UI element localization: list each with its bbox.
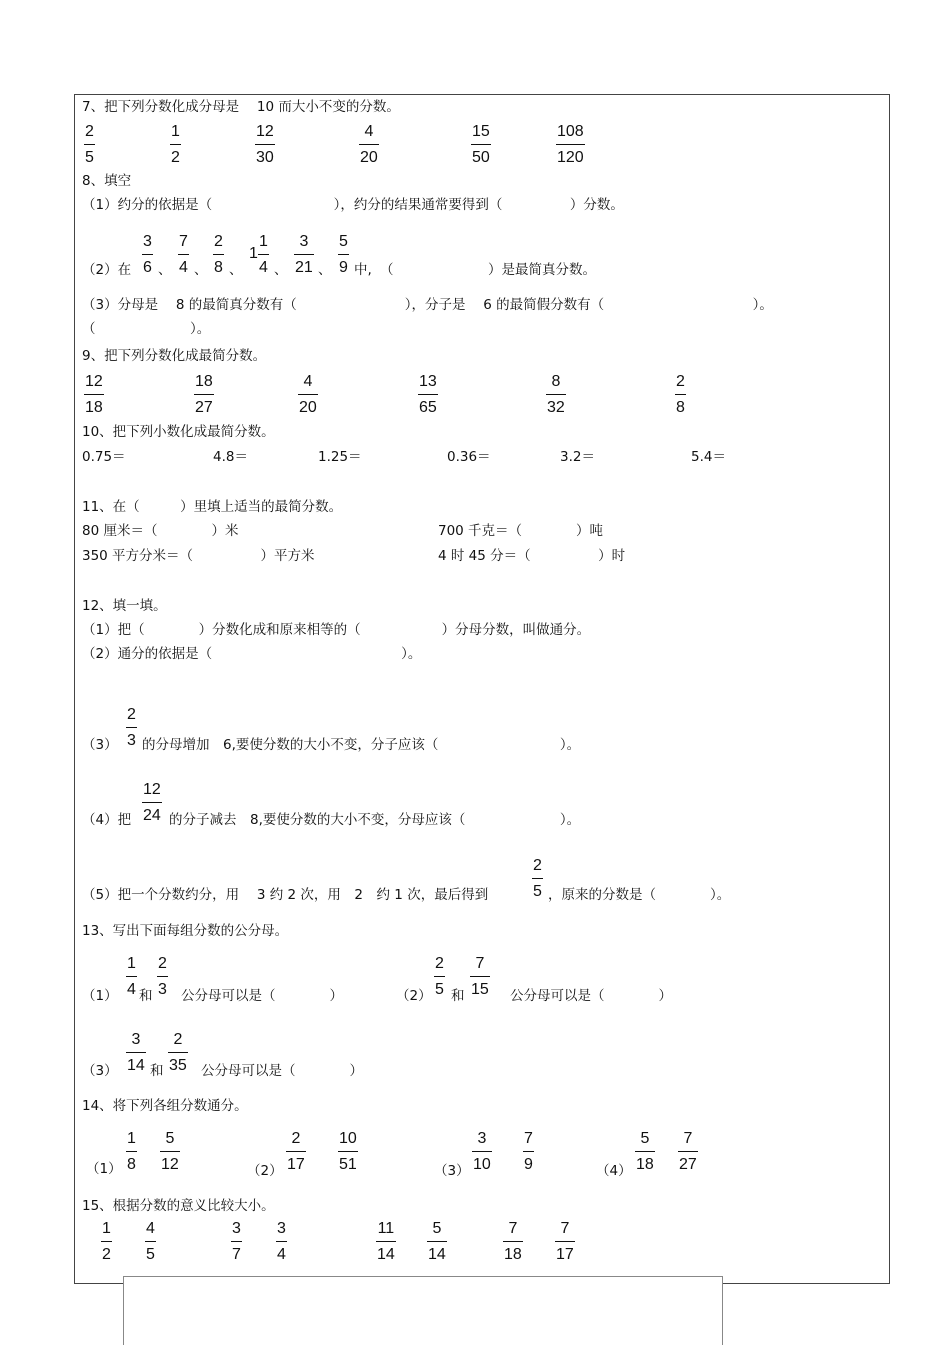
fraction-bar [170, 144, 181, 145]
q12-part4-prefix: （4）把 [82, 812, 132, 828]
denominator: 2 [171, 149, 180, 166]
q12-part3-fraction [126, 706, 137, 750]
q15-fraction [101, 1220, 112, 1264]
fraction-bar [556, 144, 585, 145]
numerator: 4 [303, 373, 313, 390]
denominator: 4 [277, 1246, 286, 1263]
q8-part3-continued: （ ）。 [82, 321, 211, 337]
fraction-bar [427, 1241, 447, 1242]
q8-title: 8、填空 [82, 173, 132, 189]
q8-part2-zhong: 中, [354, 262, 372, 278]
numerator: 3 [299, 233, 309, 250]
q13-fraction [126, 955, 137, 999]
q12-part5-suffix: ，原来的分数是（ ）。 [548, 887, 731, 903]
q14-title: 14、将下列各组分数通分。 [82, 1098, 248, 1114]
q15-fraction [555, 1220, 575, 1264]
denominator: 2 [102, 1246, 111, 1263]
q15-fraction [276, 1220, 287, 1264]
denominator: 14 [428, 1246, 446, 1263]
numerator: 2 [85, 123, 94, 140]
q12-part5-fraction [532, 857, 543, 901]
q10-item: 0.75＝ [82, 449, 126, 465]
fraction-bar [160, 1151, 180, 1152]
q15-fraction [231, 1220, 242, 1264]
numerator: 5 [432, 1220, 442, 1237]
q15-fraction [376, 1220, 396, 1264]
numerator: 1 [259, 233, 268, 250]
q9-fraction [675, 373, 686, 417]
q14-label: （2） [247, 1163, 283, 1179]
fraction-bar [157, 976, 168, 977]
q10-item: 3.2＝ [560, 449, 595, 465]
numerator: 12 [256, 123, 274, 140]
denominator: 4 [179, 259, 188, 276]
numerator: 3 [477, 1130, 487, 1147]
denominator: 20 [360, 149, 378, 166]
denominator: 4 [127, 981, 136, 998]
numerator: 2 [214, 233, 223, 250]
numerator: 1 [102, 1220, 111, 1237]
denominator: 18 [504, 1246, 522, 1263]
fraction-bar [126, 1052, 146, 1053]
q8-part2-suffix: （ ）是最简真分数。 [380, 262, 596, 278]
mixed-number-whole: 1 [249, 245, 258, 262]
fraction-bar [471, 144, 491, 145]
fraction-bar [145, 1241, 156, 1242]
q9-fraction [546, 373, 566, 417]
numerator: 8 [551, 373, 561, 390]
q10-item: 1.25＝ [318, 449, 362, 465]
q7-fraction [84, 123, 95, 167]
q13-group2-suffix: 公分母可以是（ ） [510, 988, 672, 1004]
q11-item-a: 80 厘米＝（ ）米 [82, 523, 239, 539]
numerator: 7 [508, 1220, 518, 1237]
fraction-bar [503, 1241, 523, 1242]
fraction-bar [84, 394, 104, 395]
denominator: 5 [435, 981, 444, 998]
q12-title: 12、填一填。 [82, 598, 167, 614]
denominator: 10 [473, 1156, 491, 1173]
q8-part1: （1）约分的依据是（ ），约分的结果通常要得到（ ）分数。 [82, 197, 624, 213]
denominator: 35 [169, 1057, 187, 1074]
denominator: 20 [299, 399, 317, 416]
denominator: 120 [557, 149, 584, 166]
fraction-bar [213, 254, 224, 255]
q10-item: 0.36＝ [447, 449, 491, 465]
separator: 、 [194, 262, 208, 278]
q12-part1: （1）把（ ）分数化成和原来相等的（ ）分母分数，叫做通分。 [82, 622, 591, 638]
numerator: 5 [165, 1130, 175, 1147]
denominator: 3 [158, 981, 167, 998]
q14-fraction [635, 1130, 655, 1174]
q13-fraction [168, 1031, 188, 1075]
q15-fraction [145, 1220, 156, 1264]
q8-part3: （3）分母是 8 的最简真分数有（ ），分子是 6 的最简假分数有（ ）。 [82, 297, 773, 313]
fraction-bar [472, 1151, 492, 1152]
denominator: 9 [524, 1156, 533, 1173]
fraction-bar [470, 976, 490, 977]
q13-group2-label: （2） [396, 988, 432, 1004]
q11-title: 11、在（ ）里填上适当的最简分数。 [82, 499, 343, 515]
q8-part2-prefix: （2）在 [82, 262, 132, 278]
denominator: 51 [339, 1156, 357, 1173]
fraction-bar [359, 144, 379, 145]
q13-group1-suffix: 公分母可以是（ ） [181, 988, 343, 1004]
denominator: 8 [676, 399, 685, 416]
denominator: 24 [143, 807, 161, 824]
separator: 、 [158, 262, 172, 278]
numerator: 2 [158, 955, 167, 972]
fraction-bar [142, 802, 162, 803]
and-word: 和 [150, 1063, 164, 1079]
q13-group3-label: （3） [82, 1063, 118, 1079]
q12-part3-suffix: 的分母增加 6,要使分数的大小不变，分子应该（ ）。 [142, 737, 581, 753]
denominator: 18 [636, 1156, 654, 1173]
q13-title: 13、写出下面每组分数的公分母。 [82, 923, 289, 939]
q7-fraction [471, 123, 491, 167]
fraction-bar [376, 1241, 396, 1242]
q15-title: 15、根据分数的意义比较大小。 [82, 1198, 275, 1214]
q12-part3-prefix: （3） [82, 737, 118, 753]
denominator: 5 [146, 1246, 155, 1263]
numerator: 10 [339, 1130, 357, 1147]
q8-fraction [294, 233, 314, 277]
denominator: 4 [259, 259, 268, 276]
denominator: 32 [547, 399, 565, 416]
denominator: 8 [127, 1156, 136, 1173]
fraction-bar [84, 144, 95, 145]
denominator: 12 [161, 1156, 179, 1173]
fraction-bar [101, 1241, 112, 1242]
denominator: 21 [295, 259, 313, 276]
numerator: 4 [364, 123, 374, 140]
q12-part5-prefix: （5）把一个分数约分，用 3 约 2 次，用 2 约 1 次，最后得到 [82, 887, 489, 903]
denominator: 14 [377, 1246, 395, 1263]
q8-fraction [178, 233, 189, 277]
q14-fraction [338, 1130, 358, 1174]
fraction-bar [294, 254, 314, 255]
q8-fraction [258, 233, 269, 277]
numerator: 7 [524, 1130, 533, 1147]
q13-group3-suffix: 公分母可以是（ ） [201, 1063, 363, 1079]
q14-label: （3） [434, 1163, 470, 1179]
numerator: 18 [195, 373, 213, 390]
fraction-bar [255, 144, 275, 145]
numerator: 11 [377, 1220, 395, 1237]
numerator: 3 [232, 1220, 241, 1237]
q8-fraction [213, 233, 224, 277]
numerator: 2 [533, 857, 542, 874]
q9-fraction [418, 373, 438, 417]
fraction-bar [126, 727, 137, 728]
numerator: 3 [143, 233, 152, 250]
numerator: 1 [171, 123, 180, 140]
numerator: 1 [127, 955, 136, 972]
fraction-bar [126, 1151, 137, 1152]
denominator: 17 [556, 1246, 574, 1263]
denominator: 7 [232, 1246, 241, 1263]
fraction-bar [523, 1151, 534, 1152]
numerator: 12 [143, 781, 161, 798]
denominator: 6 [143, 259, 152, 276]
fraction-bar [675, 394, 686, 395]
q7-fraction [556, 123, 585, 167]
q9-fraction [194, 373, 214, 417]
fraction-bar [142, 254, 153, 255]
q14-label: （4） [596, 1163, 632, 1179]
numerator: 5 [339, 233, 348, 250]
denominator: 27 [679, 1156, 697, 1173]
fraction-bar [231, 1241, 242, 1242]
q10-item: 5.4＝ [691, 449, 726, 465]
denominator: 18 [85, 399, 103, 416]
denominator: 50 [472, 149, 490, 166]
separator: 、 [274, 262, 288, 278]
numerator: 13 [419, 373, 437, 390]
q14-fraction [286, 1130, 306, 1174]
numerator: 2 [291, 1130, 301, 1147]
q13-fraction [470, 955, 490, 999]
denominator: 30 [256, 149, 274, 166]
q14-label: （1） [86, 1161, 122, 1177]
numerator: 5 [640, 1130, 650, 1147]
fraction-bar [434, 976, 445, 977]
numerator: 3 [277, 1220, 286, 1237]
q14-fraction [678, 1130, 698, 1174]
and-word: 和 [451, 988, 465, 1004]
denominator: 3 [127, 732, 136, 749]
numerator: 4 [146, 1220, 155, 1237]
numerator: 12 [85, 373, 103, 390]
q14-fraction [160, 1130, 180, 1174]
separator: 、 [229, 262, 243, 278]
denominator: 9 [339, 259, 348, 276]
fraction-bar [298, 394, 318, 395]
fraction-bar [276, 1241, 287, 1242]
and-word: 和 [139, 988, 153, 1004]
numerator: 2 [173, 1031, 183, 1048]
denominator: 65 [419, 399, 437, 416]
q13-fraction [434, 955, 445, 999]
q9-fraction [84, 373, 104, 417]
denominator: 8 [214, 259, 223, 276]
q9-fraction [298, 373, 318, 417]
numerator: 2 [127, 706, 136, 723]
denominator: 27 [195, 399, 213, 416]
denominator: 17 [287, 1156, 305, 1173]
q15-fraction [427, 1220, 447, 1264]
fraction-bar [338, 1151, 358, 1152]
q10-title: 10、把下列小数化成最简分数。 [82, 424, 275, 440]
bottom-inner-box [123, 1276, 723, 1345]
fraction-bar [194, 394, 214, 395]
q11-item-c: 350 平方分米＝（ ）平方米 [82, 548, 315, 564]
q14-fraction [126, 1130, 137, 1174]
q11-item-d: 4 时 45 分＝（ ）时 [438, 548, 626, 564]
numerator: 1 [127, 1130, 136, 1147]
q13-fraction [157, 955, 168, 999]
q14-fraction [472, 1130, 492, 1174]
q12-part4-fraction [142, 781, 162, 825]
separator: 、 [318, 262, 332, 278]
fraction-bar [338, 254, 349, 255]
q7-fraction [170, 123, 181, 167]
fraction-bar [546, 394, 566, 395]
numerator: 7 [560, 1220, 570, 1237]
q7-fraction [359, 123, 379, 167]
q10-item: 4.8＝ [213, 449, 248, 465]
numerator: 2 [676, 373, 685, 390]
fraction-bar [126, 976, 137, 977]
q14-fraction [523, 1130, 534, 1174]
q11-item-b: 700 千克＝（ ）吨 [438, 523, 604, 539]
numerator: 7 [475, 955, 485, 972]
denominator: 15 [471, 981, 489, 998]
q15-fraction [503, 1220, 523, 1264]
numerator: 15 [472, 123, 490, 140]
q7-fraction [255, 123, 275, 167]
q7-title: 7、把下列分数化成分母是 10 而大小不变的分数。 [82, 99, 400, 115]
fraction-bar [678, 1151, 698, 1152]
fraction-bar [555, 1241, 575, 1242]
q12-part4-suffix: 的分子减去 8,要使分数的大小不变，分母应该（ ）。 [169, 812, 581, 828]
numerator: 108 [557, 123, 584, 140]
numerator: 7 [179, 233, 188, 250]
denominator: 5 [533, 883, 542, 900]
q12-part2: （2）通分的依据是（ ）。 [82, 646, 422, 662]
denominator: 5 [85, 149, 94, 166]
fraction-bar [258, 254, 269, 255]
fraction-bar [286, 1151, 306, 1152]
q13-fraction [126, 1031, 146, 1075]
fraction-bar [635, 1151, 655, 1152]
fraction-bar [178, 254, 189, 255]
q9-title: 9、把下列分数化成最简分数。 [82, 348, 267, 364]
fraction-bar [168, 1052, 188, 1053]
q8-fraction [338, 233, 349, 277]
fraction-bar [418, 394, 438, 395]
denominator: 14 [127, 1057, 145, 1074]
fraction-bar [532, 878, 543, 879]
q13-group1-label: （1） [82, 988, 118, 1004]
q8-fraction [142, 233, 153, 277]
numerator: 7 [683, 1130, 693, 1147]
numerator: 2 [435, 955, 444, 972]
numerator: 3 [131, 1031, 141, 1048]
